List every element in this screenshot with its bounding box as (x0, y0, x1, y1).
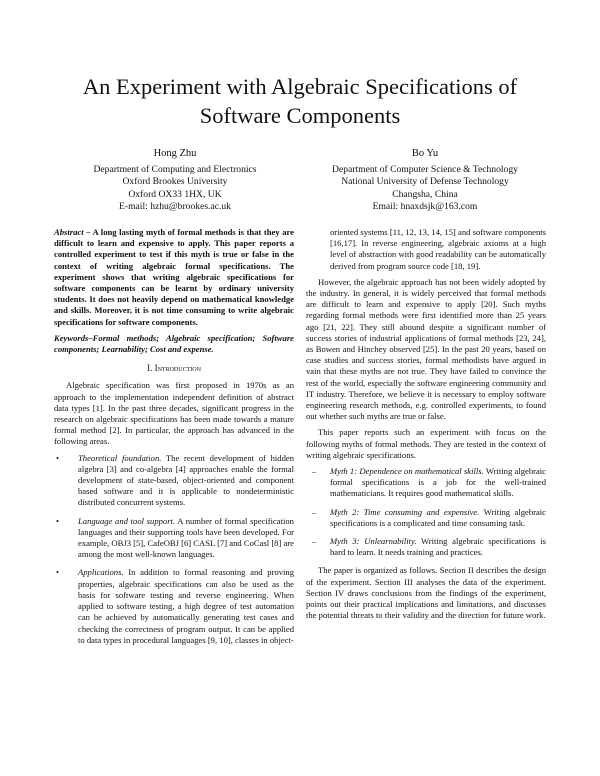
abstract-label: Abstract (54, 227, 84, 237)
right-column (306, 227, 546, 627)
bullet-mark: • (56, 567, 60, 578)
author-block-right (305, 148, 545, 214)
dash-mark: – (312, 536, 317, 547)
keywords: Keywords–Formal methods; Algebraic specification; Software components; Learnability; Cost and expense. (54, 332, 294, 355)
bullet-text: In addition to formal reasoning and proving properties, algebraic specifications can also be used as the basis for software testing and reverse engineering. When applied to software testing, a high degree of test automation can be achieved by automatically generating test cases and checking the correctness of program output. It can be applied to data types in procedural languages [9, 10], classes in object- (78, 567, 294, 645)
myth-text: Writing algebraic specifications is hard to learn. It needs training and practices. (330, 536, 547, 558)
abstract-text: – A long lasting myth of formal methods is that they are difficult to learn and expensive to apply. This paper reports a controlled experiment to test if this myth is true or false in the context of writing algebraic formal specifications. The experiment shows that writing algebraic specifications for software components can be learnt by ordinary university students. It does not heavily depend on mathematical knowledge and skills. Moreover, it is not time consuming to write algebraic specifications for software components. (54, 227, 294, 327)
paper-title: An Experiment with Algebraic Specifications of Software Components (82, 74, 518, 128)
list-item (306, 466, 546, 500)
author-name: Bo Yu (411, 148, 439, 159)
bullet-head: Applications. (78, 567, 124, 578)
section-heading (54, 363, 294, 374)
bullet-text: The recent development of hidden algebra [3] and co-algebra [4] approaches enable the formal development of state-based, object-oriented and component based software and it is applicable to nondeterministic distributed concurrent systems. (78, 452, 294, 508)
intro-paragraph: Algebraic specification was first proposed in 1970s as an approach to the implementation independent definition of abstract data types [1]. In the past three decades, significant progress in the research on algebraic specifications has been made towards a mature formal method [2]. In particular, the approach has advanced in the following areas. (54, 380, 294, 447)
bullet-head: Language and tool support. (78, 515, 176, 526)
myth-head: Myth 1: Dependence on mathematical skills. (330, 466, 484, 477)
paragraph: The paper is organized as follows. Section II describes the design of the experiment. Section III analyses the data of the experiment. Section IV draws conclusions from the findings of the experiment, points out their practical implications and limitations, and discusses the potential threats to their validity and the direction for future work. (306, 565, 546, 621)
section-title: Introduction (154, 363, 201, 374)
bullet-list (54, 453, 294, 646)
myth-text: Writing algebraic specifications is a complicated and time consuming task. (330, 506, 547, 528)
bullet-text: A number of formal specification languages and their supporting tools have been developed. For example, OBJ3 [5], CafeOBJ [6] CASL [7] and CoCasl [8] are among the most well-known languages. (78, 515, 294, 560)
author-email: E-mail: hzhu@brookes.ac.uk (119, 201, 231, 213)
author-address: Changsha, China (392, 188, 458, 200)
bullet-head: Theoretical foundation. (78, 452, 162, 463)
dash-mark: – (312, 466, 317, 477)
list-item (54, 453, 294, 509)
list-item (54, 516, 294, 561)
author-name: Hong Zhu (153, 148, 197, 159)
author-univ: Oxford Brookes University (122, 176, 228, 188)
author-univ: National University of Defense Technology (341, 176, 509, 188)
author-dept: Department of Computer Science & Technology (332, 163, 518, 175)
author-address: Oxford OX33 1HX, UK (128, 188, 222, 200)
myth-list (306, 466, 546, 558)
author-dept: Department of Computing and Electronics (93, 163, 257, 175)
bullet-mark: • (56, 452, 60, 463)
list-item (306, 507, 546, 529)
myth-head: Myth 2: Time consuming and expensive. (330, 506, 480, 517)
left-column (54, 227, 294, 653)
myth-text: Writing algebraic formal specifications is a job for the well-trained mathematicians. It requires good mathematical skills. (330, 466, 546, 499)
dash-mark: – (312, 506, 317, 517)
paragraph: However, the algebraic approach has not been widely adopted by the industry. In general, it is widely perceived that formal methods are difficult to learn and expensive to apply [20]. Such myths regarding formal methods were first identified more than 25 years ago [21, 22]. They still abound despite a significant number of success stories of industrial applications of formal methods [23, 24], as Bowen and Hinchey observed [25]. In the past 20 years, based on case studies and success stories, formal methodists have argued in vain that these myths are not true. They have failed to convince the rest of the world, especially the software engineering community and IT industry. Therefore, we believe it is necessary to employ software engineering research methods, e.g. controlled experiments, to found out whether such myths are true or false. (306, 276, 546, 422)
paragraph: This paper reports such an experiment with focus on the following myths of formal methods. They are tested in the context of writing algebraic specifications. (306, 427, 546, 460)
bullet-mark: • (56, 515, 60, 526)
author-block-left (55, 148, 295, 214)
list-item (54, 567, 294, 645)
list-item (306, 536, 546, 558)
continued-paragraph: oriented systems [11, 12, 13, 14, 15] and software components [16,17]. In reverse engineering, algebraic axioms at a high level of abstraction with good readability can be automatically derived from program source code [18, 19]. (330, 227, 546, 271)
myth-head: Myth 3: Unlearnability. (330, 536, 417, 547)
author-email: Email: hnaxdsjk@163.com (372, 201, 478, 213)
abstract (54, 227, 294, 328)
section-number: I. (147, 363, 153, 374)
